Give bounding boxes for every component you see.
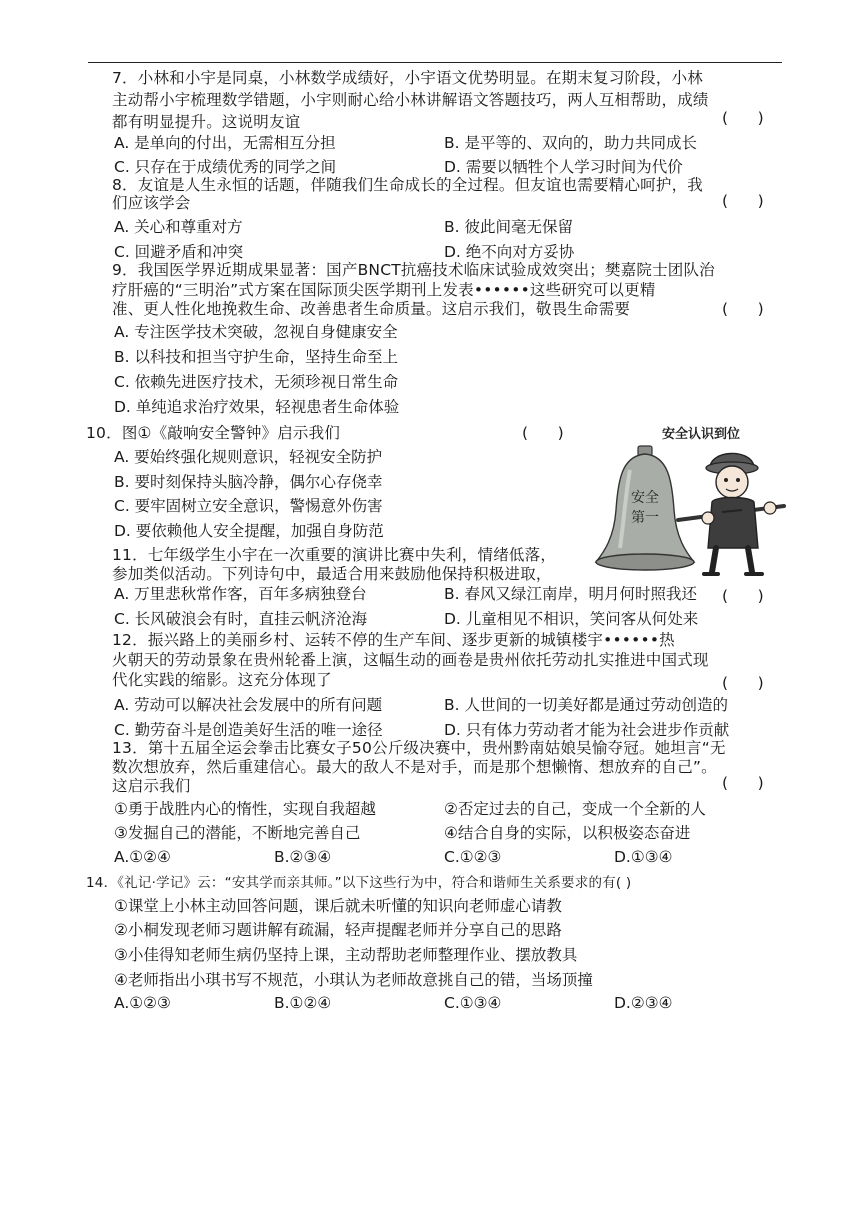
question-12-option-b: B. 人世间的一切美好都是通过劳动创造的 xyxy=(444,696,728,714)
question-8-option-c: C. 回避矛盾和冲突 xyxy=(114,243,244,261)
question-14-option-d: D.②③④ xyxy=(614,994,673,1012)
question-12-stem-line-2: 火朝天的劳动景象在贵州轮番上演，这幅生动的画卷是贵州依托劳动扎实推进中国式现 xyxy=(112,651,709,669)
question-12-option-a: A. 劳动可以解决社会发展中的所有问题 xyxy=(114,696,383,714)
question-11-option-d: D. 儿童相见不相识，笑问客从何处来 xyxy=(444,610,699,628)
question-7-option-b: B. 是平等的、双向的，助力共同成长 xyxy=(444,134,697,152)
bell-text-1: 安全 xyxy=(631,490,659,506)
question-13-option-b: B.②③④ xyxy=(274,848,332,866)
question-7-answer-blank: ( ) xyxy=(722,109,764,127)
question-8-option-d: D. 绝不向对方妥协 xyxy=(444,243,575,261)
illustration-caption: 安全认识到位 xyxy=(662,427,741,442)
question-13-answer-blank: ( ) xyxy=(722,774,764,792)
question-13-statement-3: ③发掘自己的潜能，不断地完善自己 xyxy=(114,824,361,842)
question-10-option-b: B. 要时刻保持头脑冷静，偶尔心存侥幸 xyxy=(114,473,383,491)
question-10-option-a: A. 要始终强化规则意识，轻视安全防护 xyxy=(114,448,383,466)
question-13-statement-2: ②否定过去的自己，变成一个全新的人 xyxy=(444,800,706,818)
question-14-statement-3: ③小佳得知老师生病仍坚持上课，主动帮助老师整理作业、摆放教具 xyxy=(114,946,578,964)
question-11-option-b: B. 春风又绿江南岸，明月何时照我还 xyxy=(444,585,697,603)
question-13-option-a: A.①②④ xyxy=(114,848,171,866)
question-13-option-d: D.①③④ xyxy=(614,848,673,866)
question-13-statement-1: ①勇于战胜内心的惰性，实现自我超越 xyxy=(114,800,376,818)
question-12-stem-line-3: 代化实践的缩影。这充分体现了 xyxy=(112,671,332,689)
question-14-option-c: C.①③④ xyxy=(444,994,502,1012)
question-9-stem-line-3: 准、更人性化地挽救生命、改善患者生命质量。这启示我们，敬畏生命需要 xyxy=(112,300,631,318)
question-13-stem-line-1: 13．第十五届全运会拳击比赛女子50公斤级决赛中，贵州黔南姑娘吴愉夺冠。她坦言“无 xyxy=(112,739,726,757)
question-12-stem-line-1: 12．振兴路上的美丽乡村、运转不停的生产车间、逐步更新的城镇楼宇••••••热 xyxy=(112,631,675,649)
question-14-stem: 14．《礼记·学记》云：“安其学而亲其师。”以下这些行为中，符合和谐师生关系要求的有( ) xyxy=(86,875,632,891)
question-9-option-b: B. 以科技和担当守护生命，坚持生命至上 xyxy=(114,348,398,366)
header-rule xyxy=(88,62,782,63)
question-9-stem-line-1: 9．我国医学界近期成果显著：国产BNCT抗癌技术临床试验成效突出；樊嘉院士团队治 xyxy=(112,261,715,279)
question-14-statement-4: ④老师指出小琪书写不规范，小琪认为老师故意挑自己的错，当场顶撞 xyxy=(114,971,593,989)
question-9-option-d: D. 单纯追求治疗效果，轻视患者生命体验 xyxy=(114,398,400,416)
question-8-option-b: B. 彼此间毫无保留 xyxy=(444,218,573,236)
question-10-answer-blank: ( ) xyxy=(522,424,564,442)
question-12-option-d: D. 只有体力劳动者才能为社会进步作贡献 xyxy=(444,721,730,739)
question-13-option-c: C.①②③ xyxy=(444,848,502,866)
question-8-answer-blank: ( ) xyxy=(722,192,764,210)
question-11-stem-line-1: 11．七年级学生小宇在一次重要的演讲比赛中失利，情绪低落， xyxy=(112,546,557,564)
question-7-option-d: D. 需要以牺牲个人学习时间为代价 xyxy=(444,158,683,176)
question-13-stem-line-2: 数次想放弃，然后重建信心。最大的敌人不是对手，而是那个想懒惰、想放弃的自己”。 xyxy=(112,758,717,776)
question-8-option-a: A. 关心和尊重对方 xyxy=(114,218,243,236)
worker-icon xyxy=(702,453,776,574)
question-12-option-c: C. 勤劳奋斗是创造美好生活的唯一途径 xyxy=(114,721,383,739)
question-7-option-c: C. 只存在于成绩优秀的同学之间 xyxy=(114,158,337,176)
question-14-option-a: A.①②③ xyxy=(114,994,171,1012)
question-10-option-c: C. 要牢固树立安全意识，警惕意外伤害 xyxy=(114,497,383,515)
question-14-option-b: B.①②④ xyxy=(274,994,332,1012)
question-11-option-a: A. 万里悲秋常作客，百年多病独登台 xyxy=(114,585,367,603)
question-11-option-c: C. 长风破浪会有时，直挂云帆济沧海 xyxy=(114,610,368,628)
question-8-stem-line-2: 们应该学会 xyxy=(112,194,191,212)
bell-icon xyxy=(596,446,694,570)
question-9-option-c: C. 依赖先进医疗技术，无须珍视日常生命 xyxy=(114,373,399,391)
question-11-stem-line-2: 参加类似活动。下列诗句中，最适合用来鼓励他保持积极进取， xyxy=(112,565,552,583)
question-14-statement-1: ①课堂上小林主动回答问题，课后就未听懂的知识向老师虚心请教 xyxy=(114,897,562,915)
question-8-stem-line-1: 8．友谊是人生永恒的话题，伴随我们生命成长的全过程。但友谊也需要精心呵护，我 xyxy=(112,176,703,194)
bell-text-2: 第一 xyxy=(631,510,659,526)
question-13-statement-4: ④结合自身的实际，以积极姿态奋进 xyxy=(444,824,691,842)
question-7-stem-line-2: 主动帮小宇梳理数学错题，小宇则耐心给小林讲解语文答题技巧，两人互相帮助，成绩 xyxy=(112,91,709,109)
question-7-stem-line-3: 都有明显提升。这说明友谊 xyxy=(112,113,301,131)
question-7-option-a: A. 是单向的付出，无需相互分担 xyxy=(114,134,336,152)
question-7-stem-line-1: 7．小林和小宇是同桌，小林数学成绩好，小宇语文优势明显。在期末复习阶段，小林 xyxy=(112,69,703,87)
question-13-stem-line-3: 这启示我们 xyxy=(112,777,191,795)
question-10-stem: 10．图①《敲响安全警钟》启示我们 xyxy=(86,424,341,442)
question-10-option-d: D. 要依赖他人安全提醒，加强自身防范 xyxy=(114,522,384,540)
question-11-answer-blank: ( ) xyxy=(722,587,764,605)
question-9-answer-blank: ( ) xyxy=(722,300,764,318)
question-14-statement-2: ②小桐发现老师习题讲解有疏漏，轻声提醒老师并分享自己的思路 xyxy=(114,921,562,939)
question-9-option-a: A. 专注医学技术突破，忽视自身健康安全 xyxy=(114,323,398,341)
question-9-stem-line-2: 疗肝癌的“三明治”式方案在国际顶尖医学期刊上发表••••••这些研究可以更精 xyxy=(112,281,656,299)
safety-bell-illustration xyxy=(592,420,790,582)
question-12-answer-blank: ( ) xyxy=(722,674,764,692)
